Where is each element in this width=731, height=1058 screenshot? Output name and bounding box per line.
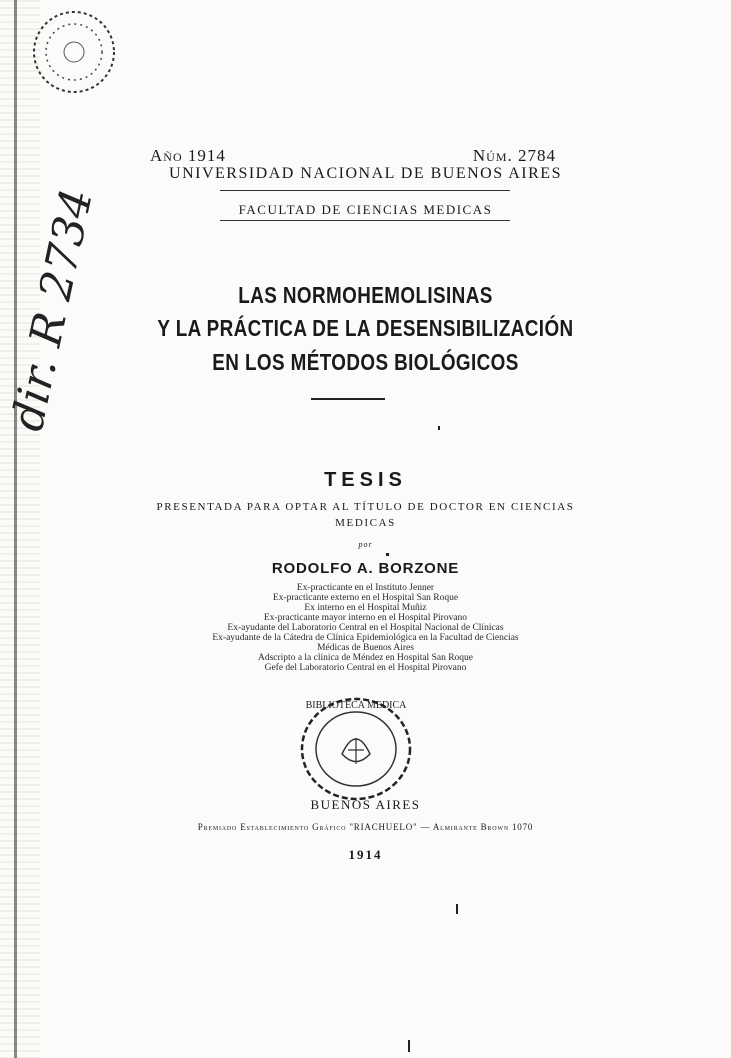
title-divider <box>311 398 385 400</box>
library-stamp-top <box>28 6 120 98</box>
author-name: RODOLFO A. BORZONE <box>271 560 460 577</box>
credential-line: Médicas de Buenos Aires <box>317 643 414 653</box>
library-stamp-bottom <box>296 694 416 804</box>
ink-speck <box>386 553 389 556</box>
university-name: UNIVERSIDAD NACIONAL DE BUENOS AIRES <box>169 165 562 182</box>
ink-speck <box>438 426 440 430</box>
by-label: por <box>358 540 373 549</box>
publication-place: BUENOS AIRES <box>310 797 421 812</box>
faculty-name: FACULTAD DE CIENCIAS MEDICAS <box>238 202 493 217</box>
year-label: Año 1914 <box>150 146 226 165</box>
ink-speck <box>408 1040 410 1052</box>
credential-line: Ex-ayudante del Laboratorio Central en el Hospital Nacional de Clínicas <box>227 623 504 633</box>
credential-line: Ex-practicante en el Instituto Jenner <box>296 583 435 593</box>
thesis-label: TESIS <box>324 469 407 491</box>
svg-text:BIBLIOTECA MEDICA: BIBLIOTECA MEDICA <box>305 700 407 711</box>
header-rule-top <box>220 190 510 191</box>
thesis-subtitle-line-1: PRESENTADA PARA OPTAR AL TÍTULO DE DOCTOR EN CIENCIAS <box>156 501 575 513</box>
number-label: Núm. 2784 <box>472 146 556 165</box>
binding-edge <box>14 0 17 1058</box>
credential-line: Ex-practicante externo en el Hospital San Roque <box>272 593 459 603</box>
title-line-2: Y LA PRÁCTICA DE LA DESENSIBILIZACIÓN <box>157 315 574 341</box>
title-line-1: LAS NORMOHEMOLISINAS <box>238 282 493 308</box>
title-line-3: EN LOS MÉTODOS BIOLÓGICOS <box>212 349 519 375</box>
credential-line: Gefe del Laboratorio Central en el Hospital Pirovano <box>264 663 467 673</box>
credential-line: Ex-ayudante de la Cátedra de Clínica Epidemiológica en la Facultad de Ciencias <box>212 633 519 643</box>
handwritten-shelfmark: dir. R 2734 <box>2 184 103 436</box>
credential-line: Ex interno en el Hospital Muñiz <box>304 603 427 613</box>
page-edge-shading <box>0 0 40 1058</box>
credential-line: Adscripto a la clínica de Méndez en Hospital San Roque <box>257 653 473 663</box>
header-line <box>150 146 556 166</box>
publication-year: 1914 <box>348 847 383 862</box>
thesis-subtitle-line-2: MEDICAS <box>335 517 396 529</box>
ink-speck <box>456 904 458 914</box>
credential-line: Ex-practicante mayor interno en el Hospital Pirovano <box>263 613 468 623</box>
printer-imprint: Premiado Establecimiento Gráfico "RIACHUELO" — Almirante Brown 1070 <box>197 822 534 832</box>
header-rule-bottom <box>220 220 510 221</box>
